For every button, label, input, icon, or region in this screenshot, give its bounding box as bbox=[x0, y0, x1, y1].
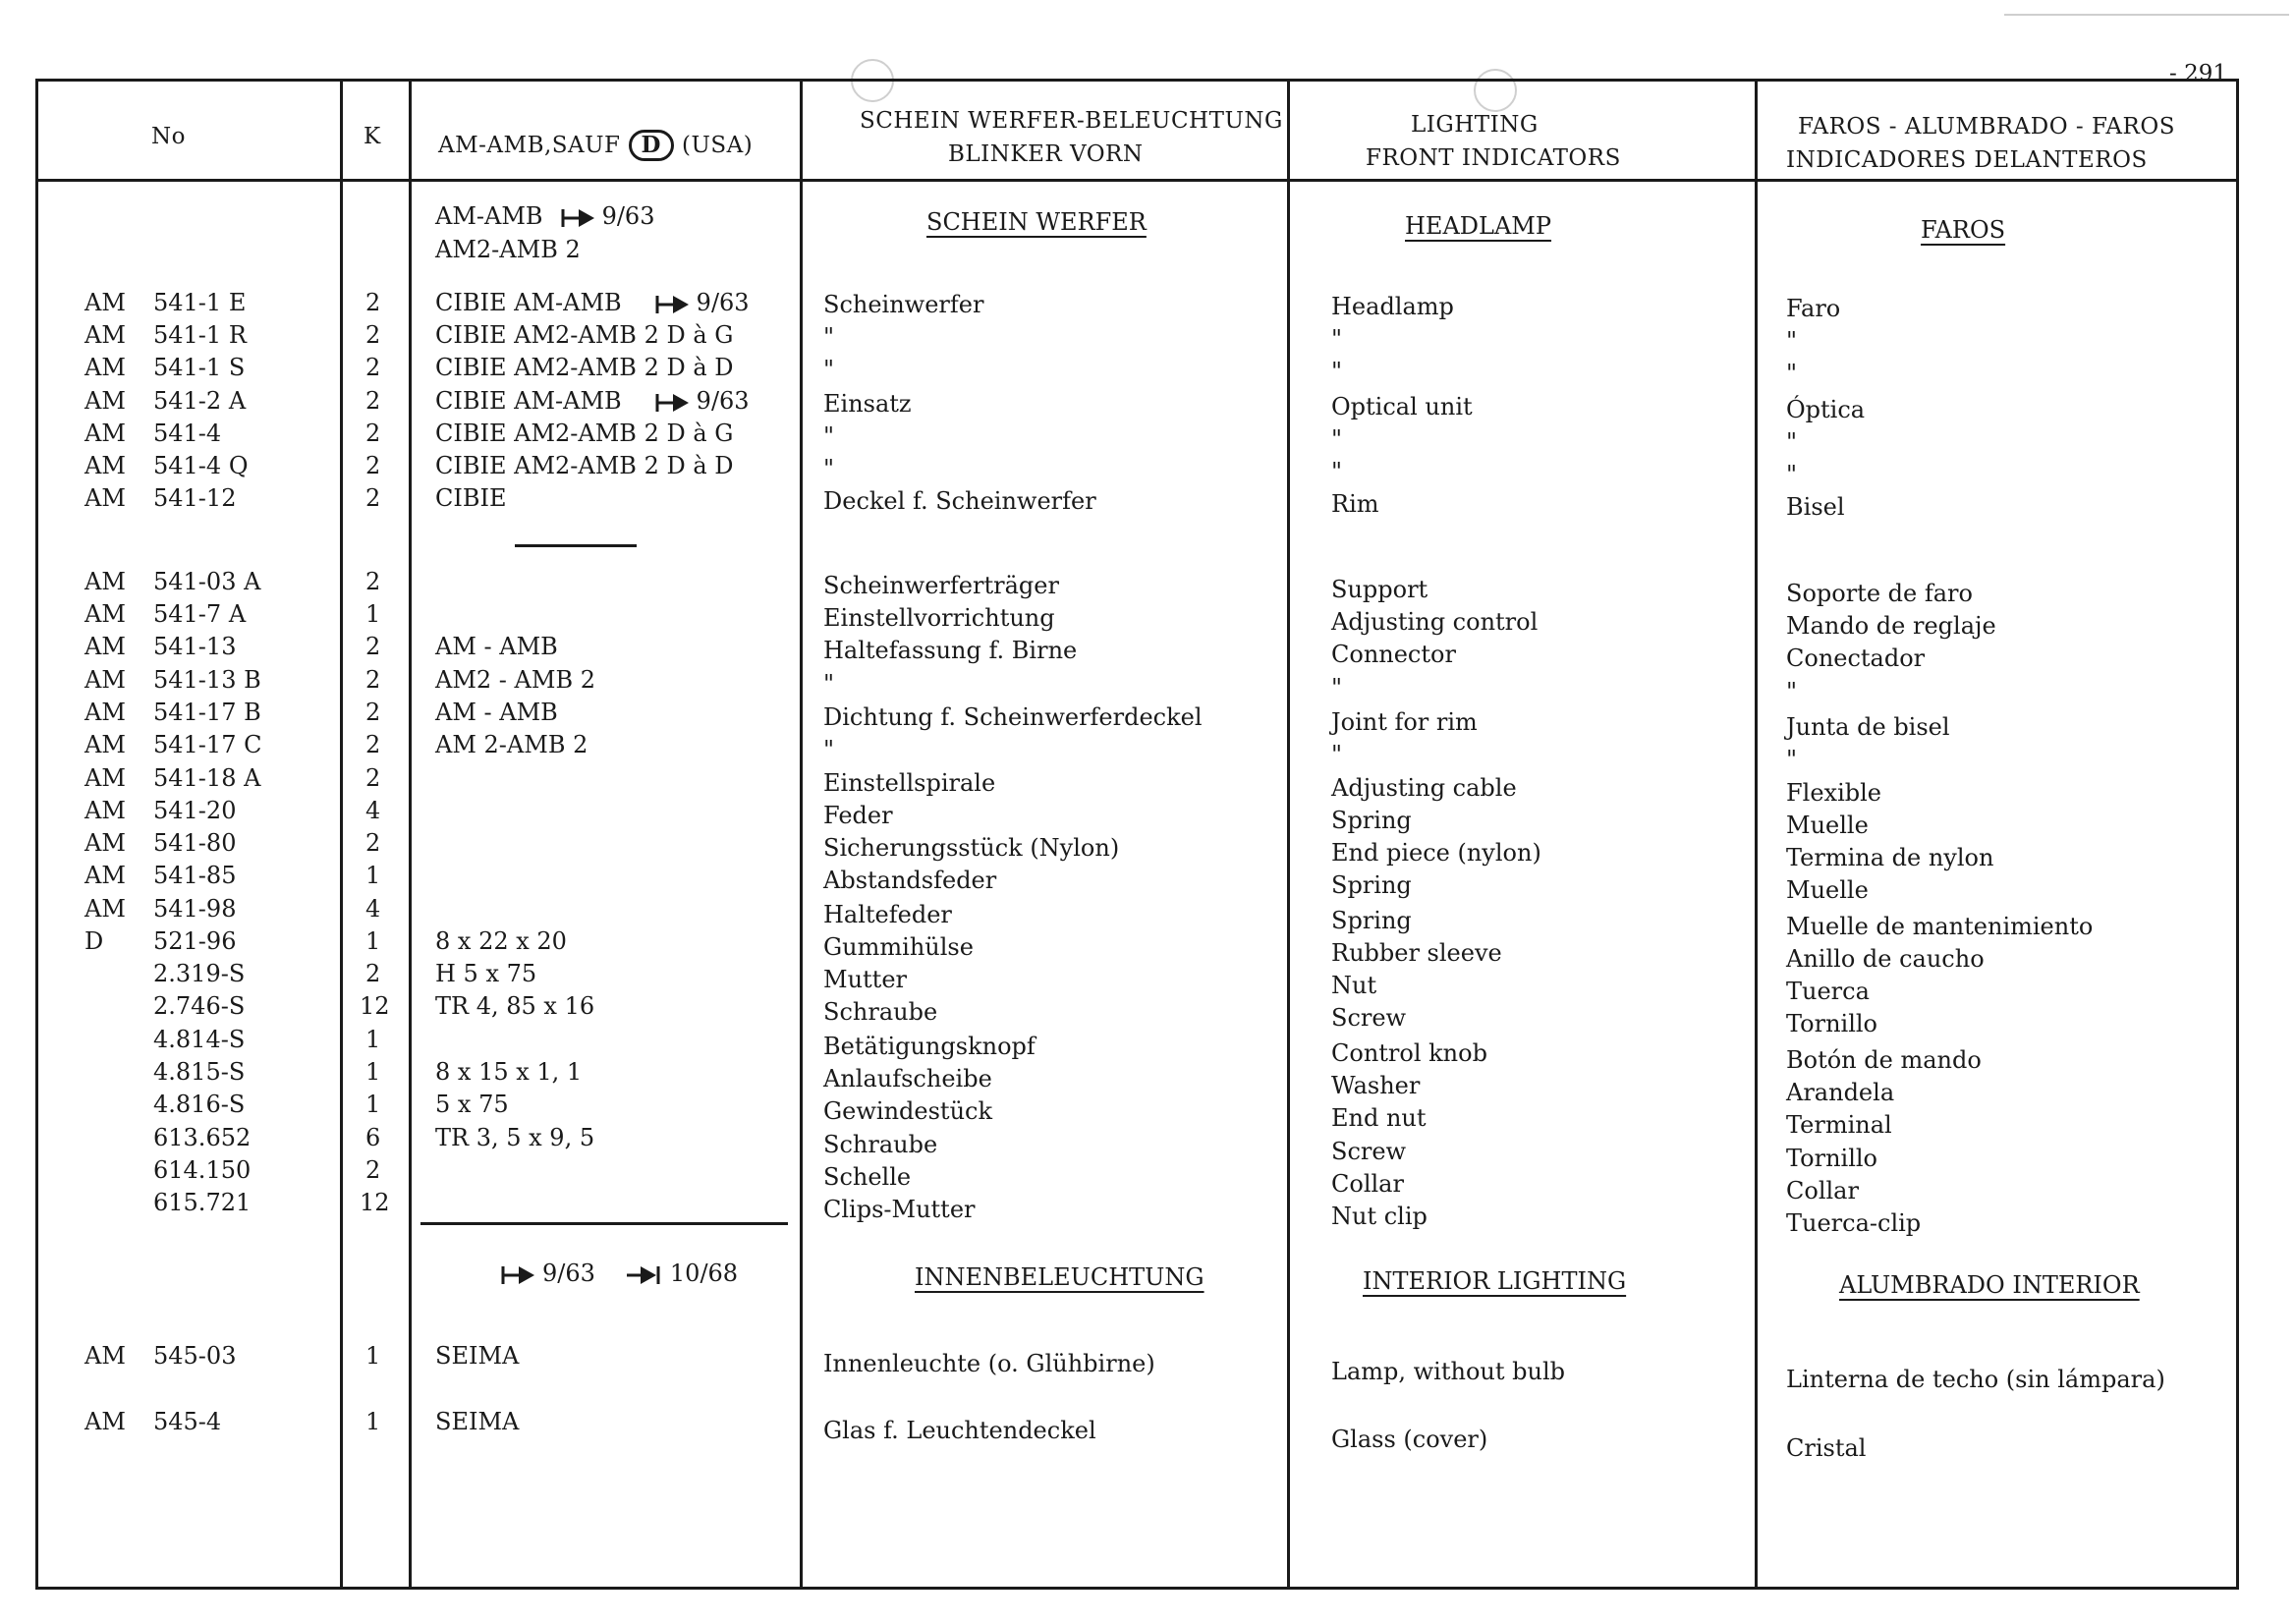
row-quantity: 2 bbox=[365, 731, 381, 758]
row-part-number: 541-7 A bbox=[153, 600, 247, 628]
section-interior-es: ALUMBRADO INTERIOR bbox=[1839, 1271, 2140, 1299]
row-model: 8 x 15 x 1, 1 bbox=[435, 1058, 583, 1086]
row-english-description: " bbox=[1331, 425, 1343, 453]
row-prefix: AM bbox=[84, 731, 126, 758]
row-model: AM - AMB bbox=[435, 633, 558, 660]
row-quantity: 2 bbox=[365, 484, 381, 512]
row-model: TR 4, 85 x 16 bbox=[435, 992, 595, 1020]
row-english-description: End piece (nylon) bbox=[1331, 839, 1541, 867]
row-quantity: 1 bbox=[365, 1058, 381, 1086]
row-prefix: AM bbox=[84, 829, 126, 857]
row-part-number: 4.815-S bbox=[153, 1058, 246, 1086]
row-german-description: Einstellspirale bbox=[823, 769, 996, 797]
model-separator-short bbox=[515, 544, 637, 547]
interior-to-date: 10/68 bbox=[669, 1260, 739, 1287]
row-german-description: Anlaufscheibe bbox=[823, 1065, 992, 1092]
row-english-description: Adjusting cable bbox=[1331, 774, 1517, 802]
header-spanish-2: INDICADORES DELANTEROS bbox=[1786, 147, 2148, 173]
row-part-number: 541-12 bbox=[153, 484, 237, 512]
row-spanish-description: Soporte de faro bbox=[1786, 580, 1973, 607]
header-rule bbox=[35, 179, 2239, 182]
row-quantity: 1 bbox=[365, 1342, 381, 1370]
row-prefix: AM bbox=[84, 452, 126, 479]
row-prefix: AM bbox=[84, 1408, 126, 1435]
row-quantity: 1 bbox=[365, 927, 381, 955]
col-divider-en bbox=[1755, 79, 1758, 1590]
row-german-description: Schelle bbox=[823, 1163, 912, 1191]
row-english-description: Rubber sleeve bbox=[1331, 939, 1502, 967]
row-spanish-description: Bisel bbox=[1786, 493, 1845, 521]
row-spanish-description: Collar bbox=[1786, 1177, 1859, 1204]
row-german-description: Haltefassung f. Birne bbox=[823, 637, 1078, 664]
row-prefix: AM bbox=[84, 484, 126, 512]
row-german-description: Abstandsfeder bbox=[823, 867, 997, 894]
row-english-description: End nut bbox=[1331, 1104, 1427, 1132]
row-model: 5 x 75 bbox=[435, 1091, 509, 1118]
row-english-description: " bbox=[1331, 674, 1343, 701]
row-part-number: 541-1 R bbox=[153, 321, 247, 349]
row-model: 8 x 22 x 20 bbox=[435, 927, 567, 955]
row-spanish-description: " bbox=[1786, 678, 1798, 705]
row-english-description: Spring bbox=[1331, 807, 1412, 834]
row-english-description: " bbox=[1331, 325, 1343, 353]
row-part-number: 545-03 bbox=[153, 1342, 237, 1370]
row-spanish-description: Tuerca bbox=[1786, 978, 1870, 1005]
row-spanish-description: Termina de nylon bbox=[1786, 844, 1994, 871]
row-german-description: Scheinwerfer bbox=[823, 291, 984, 318]
row-english-description: Rim bbox=[1331, 490, 1379, 518]
section-headlamp-es: FAROS bbox=[1921, 216, 2006, 244]
row-part-number: 541-4 Q bbox=[153, 452, 249, 479]
row-quantity: 2 bbox=[365, 699, 381, 726]
from-date-arrow-icon bbox=[655, 291, 691, 315]
row-model: CIBIE AM2-AMB 2 D à D bbox=[435, 452, 734, 479]
row-german-description: Deckel f. Scheinwerfer bbox=[823, 487, 1096, 515]
row-quantity: 2 bbox=[365, 387, 381, 415]
header-no: No bbox=[151, 124, 186, 149]
header-model-suffix: (USA) bbox=[681, 133, 754, 158]
from-date-arrow-icon bbox=[561, 204, 596, 229]
from-date-arrow-icon bbox=[501, 1261, 536, 1286]
row-part-number: 541-80 bbox=[153, 829, 237, 857]
row-english-description: " bbox=[1331, 458, 1343, 485]
model-separator-long bbox=[420, 1222, 788, 1225]
intro-date: 9/63 bbox=[601, 202, 655, 230]
row-german-description: Sicherungsstück (Nylon) bbox=[823, 834, 1120, 862]
row-date: 9/63 bbox=[696, 289, 750, 316]
header-k: K bbox=[364, 124, 381, 149]
row-part-number: 613.652 bbox=[153, 1124, 252, 1151]
row-german-description: Gummihülse bbox=[823, 933, 974, 961]
row-prefix: D bbox=[84, 927, 104, 955]
row-part-number: 541-03 A bbox=[153, 568, 261, 595]
row-english-description: Glass (cover) bbox=[1331, 1426, 1488, 1453]
row-spanish-description: Arandela bbox=[1786, 1079, 1895, 1106]
row-english-description: Connector bbox=[1331, 641, 1456, 668]
row-spanish-description: Junta de bisel bbox=[1786, 713, 1950, 741]
row-german-description: Betätigungsknopf bbox=[823, 1033, 1036, 1060]
row-spanish-description: Mando de reglaje bbox=[1786, 612, 1996, 640]
row-german-description: Gewindestück bbox=[823, 1097, 993, 1125]
row-part-number: 541-1 E bbox=[153, 289, 247, 316]
row-prefix: AM bbox=[84, 1342, 126, 1370]
row-german-description: " bbox=[823, 455, 835, 482]
row-quantity: 12 bbox=[360, 1189, 390, 1216]
row-german-description: " bbox=[823, 736, 835, 763]
row-german-description: Schraube bbox=[823, 1131, 938, 1158]
row-part-number: 521-96 bbox=[153, 927, 237, 955]
col-divider-model bbox=[800, 79, 803, 1590]
interior-from-date: 9/63 bbox=[542, 1260, 595, 1287]
row-spanish-description: Tornillo bbox=[1786, 1145, 1877, 1172]
row-german-description: " bbox=[823, 323, 835, 351]
row-model: CIBIE AM2-AMB 2 D à D bbox=[435, 354, 734, 381]
row-quantity: 2 bbox=[365, 321, 381, 349]
row-quantity: 2 bbox=[365, 633, 381, 660]
row-quantity: 2 bbox=[365, 354, 381, 381]
row-model: CIBIE AM-AMB 9/63 bbox=[435, 289, 750, 316]
row-english-description: Lamp, without bulb bbox=[1331, 1358, 1565, 1385]
row-quantity: 1 bbox=[365, 600, 381, 628]
row-german-description: " bbox=[823, 356, 835, 383]
row-quantity: 1 bbox=[365, 862, 381, 889]
col-divider-no bbox=[340, 79, 343, 1590]
interior-date-range bbox=[501, 1261, 738, 1286]
row-prefix: AM bbox=[84, 797, 126, 824]
row-spanish-description: Óptica bbox=[1786, 396, 1866, 423]
row-spanish-description: Flexible bbox=[1786, 779, 1881, 807]
row-part-number: 541-1 S bbox=[153, 354, 246, 381]
row-spanish-description: Faro bbox=[1786, 295, 1841, 322]
row-part-number: 545-4 bbox=[153, 1408, 222, 1435]
row-prefix: AM bbox=[84, 568, 126, 595]
page-number: - 291 bbox=[2169, 61, 2227, 86]
row-quantity: 2 bbox=[365, 452, 381, 479]
row-quantity: 2 bbox=[365, 829, 381, 857]
to-date-arrow-icon bbox=[625, 1261, 660, 1286]
row-part-number: 541-13 bbox=[153, 633, 237, 660]
row-part-number: 541-20 bbox=[153, 797, 237, 824]
header-english-2: FRONT INDICATORS bbox=[1366, 145, 1621, 171]
row-quantity: 1 bbox=[365, 1026, 381, 1053]
row-date: 9/63 bbox=[696, 387, 750, 415]
row-english-description: " bbox=[1331, 741, 1343, 768]
intro-line-1 bbox=[435, 204, 654, 229]
row-english-description: Screw bbox=[1331, 1138, 1407, 1165]
intro-line-2: AM2-AMB 2 bbox=[435, 236, 581, 263]
row-spanish-description: Cristal bbox=[1786, 1434, 1867, 1462]
row-model: CIBIE AM2-AMB 2 D à G bbox=[435, 420, 734, 447]
row-english-description: Optical unit bbox=[1331, 393, 1473, 420]
row-spanish-description: " bbox=[1786, 428, 1798, 456]
row-english-description: Nut bbox=[1331, 972, 1377, 999]
row-spanish-description: Tornillo bbox=[1786, 1010, 1877, 1037]
col-divider-k bbox=[409, 79, 412, 1590]
row-part-number: 541-2 A bbox=[153, 387, 247, 415]
row-quantity: 12 bbox=[360, 992, 390, 1020]
row-german-description: Innenleuchte (o. Glühbirne) bbox=[823, 1350, 1155, 1377]
row-model: AM - AMB bbox=[435, 699, 558, 726]
model-badge: D bbox=[629, 130, 674, 161]
row-spanish-description: " bbox=[1786, 461, 1798, 488]
row-quantity: 2 bbox=[365, 420, 381, 447]
row-part-number: 541-98 bbox=[153, 895, 237, 923]
row-spanish-description: Muelle de mantenimiento bbox=[1786, 913, 2094, 940]
row-english-description: Control knob bbox=[1331, 1039, 1487, 1067]
from-date-arrow-icon bbox=[655, 389, 691, 414]
row-model: CIBIE bbox=[435, 484, 507, 512]
row-part-number: 541-18 A bbox=[153, 764, 261, 792]
row-german-description: Dichtung f. Scheinwerferdeckel bbox=[823, 703, 1203, 731]
row-model: CIBIE AM-AMB 9/63 bbox=[435, 387, 750, 415]
row-model: H 5 x 75 bbox=[435, 960, 537, 987]
row-german-description: Clips-Mutter bbox=[823, 1196, 976, 1223]
scan-edge-line bbox=[2004, 14, 2289, 16]
row-quantity: 2 bbox=[365, 666, 381, 694]
row-prefix: AM bbox=[84, 895, 126, 923]
row-quantity: 2 bbox=[365, 568, 381, 595]
row-spanish-description: " bbox=[1786, 360, 1798, 387]
row-german-description: Einsatz bbox=[823, 390, 912, 418]
row-english-description: Support bbox=[1331, 576, 1428, 603]
row-model: CIBIE AM2-AMB 2 D à G bbox=[435, 321, 734, 349]
header-english-1: LIGHTING bbox=[1411, 112, 1539, 138]
header-spanish-1: FAROS - ALUMBRADO - FAROS bbox=[1798, 114, 2175, 140]
row-prefix: AM bbox=[84, 387, 126, 415]
section-interior-en: INTERIOR LIGHTING bbox=[1363, 1267, 1627, 1295]
row-quantity: 4 bbox=[365, 797, 381, 824]
row-prefix: AM bbox=[84, 666, 126, 694]
row-german-description: Schraube bbox=[823, 998, 938, 1026]
row-english-description: Nut clip bbox=[1331, 1203, 1428, 1230]
row-model: SEIMA bbox=[435, 1408, 520, 1435]
row-spanish-description: " bbox=[1786, 746, 1798, 773]
row-german-description: Mutter bbox=[823, 966, 907, 993]
row-quantity: 4 bbox=[365, 895, 381, 923]
row-model: AM2 - AMB 2 bbox=[435, 666, 595, 694]
header-model-prefix: AM-AMB,SAUF bbox=[438, 133, 621, 158]
row-prefix: AM bbox=[84, 321, 126, 349]
row-english-description: Headlamp bbox=[1331, 293, 1454, 320]
row-german-description: Einstellvorrichtung bbox=[823, 604, 1055, 632]
row-english-description: Adjusting control bbox=[1331, 608, 1539, 636]
row-part-number: 2.319-S bbox=[153, 960, 246, 987]
row-german-description: " bbox=[823, 670, 835, 698]
row-part-number: 4.816-S bbox=[153, 1091, 246, 1118]
row-english-description: Screw bbox=[1331, 1004, 1407, 1032]
header-model bbox=[438, 130, 753, 161]
row-part-number: 2.746-S bbox=[153, 992, 246, 1020]
row-part-number: 4.814-S bbox=[153, 1026, 246, 1053]
section-headlamp-en: HEADLAMP bbox=[1405, 212, 1552, 240]
row-quantity: 1 bbox=[365, 1408, 381, 1435]
row-spanish-description: Anillo de caucho bbox=[1786, 945, 1985, 973]
row-spanish-description: Botón de mando bbox=[1786, 1046, 1982, 1074]
row-prefix: AM bbox=[84, 633, 126, 660]
header-german-1: SCHEIN WERFER-BELEUCHTUNG bbox=[860, 108, 1283, 134]
intro-model: AM-AMB bbox=[435, 202, 543, 230]
row-model: SEIMA bbox=[435, 1342, 520, 1370]
row-english-description: Collar bbox=[1331, 1170, 1404, 1198]
row-prefix: AM bbox=[84, 699, 126, 726]
row-prefix: AM bbox=[84, 354, 126, 381]
row-part-number: 614.150 bbox=[153, 1156, 252, 1184]
row-prefix: AM bbox=[84, 289, 126, 316]
row-english-description: " bbox=[1331, 358, 1343, 385]
row-spanish-description: Conectador bbox=[1786, 644, 1926, 672]
row-german-description: Haltefeder bbox=[823, 901, 952, 928]
row-prefix: AM bbox=[84, 862, 126, 889]
row-spanish-description: Linterna de techo (sin lámpara) bbox=[1786, 1366, 2165, 1393]
row-part-number: 541-17 C bbox=[153, 731, 262, 758]
row-german-description: Scheinwerferträger bbox=[823, 572, 1059, 599]
row-part-number: 541-17 B bbox=[153, 699, 261, 726]
row-prefix: AM bbox=[84, 600, 126, 628]
row-spanish-description: " bbox=[1786, 327, 1798, 355]
header-german-2: BLINKER VORN bbox=[948, 141, 1144, 167]
row-quantity: 2 bbox=[365, 764, 381, 792]
row-spanish-description: Terminal bbox=[1786, 1111, 1892, 1139]
row-german-description: " bbox=[823, 422, 835, 450]
row-english-description: Spring bbox=[1331, 871, 1412, 899]
row-prefix: AM bbox=[84, 420, 126, 447]
row-spanish-description: Muelle bbox=[1786, 812, 1869, 839]
row-spanish-description: Muelle bbox=[1786, 876, 1869, 904]
row-german-description: Glas f. Leuchtendeckel bbox=[823, 1417, 1096, 1444]
section-interior-de: INNENBELEUCHTUNG bbox=[915, 1263, 1204, 1291]
row-quantity: 2 bbox=[365, 1156, 381, 1184]
row-spanish-description: Tuerca-clip bbox=[1786, 1209, 1922, 1237]
row-part-number: 541-4 bbox=[153, 420, 222, 447]
row-quantity: 2 bbox=[365, 960, 381, 987]
row-part-number: 615.721 bbox=[153, 1189, 252, 1216]
row-english-description: Washer bbox=[1331, 1072, 1421, 1099]
section-headlamp-de: SCHEIN WERFER bbox=[926, 208, 1147, 236]
row-german-description: Feder bbox=[823, 802, 893, 829]
row-model: AM 2-AMB 2 bbox=[435, 731, 588, 758]
row-english-description: Joint for rim bbox=[1331, 708, 1478, 736]
row-part-number: 541-13 B bbox=[153, 666, 261, 694]
row-model: TR 3, 5 x 9, 5 bbox=[435, 1124, 595, 1151]
row-prefix: AM bbox=[84, 764, 126, 792]
row-quantity: 2 bbox=[365, 289, 381, 316]
row-part-number: 541-85 bbox=[153, 862, 237, 889]
row-english-description: Spring bbox=[1331, 907, 1412, 934]
row-quantity: 1 bbox=[365, 1091, 381, 1118]
row-quantity: 6 bbox=[365, 1124, 381, 1151]
col-divider-de bbox=[1287, 79, 1290, 1590]
